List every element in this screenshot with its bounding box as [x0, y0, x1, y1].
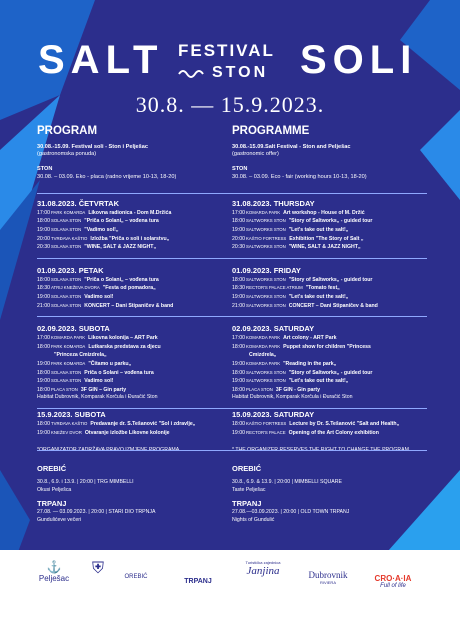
event-title: Lutkarska predstava za djecu	[88, 343, 161, 350]
event-time: 17:00	[37, 209, 50, 216]
schedule-row	[37, 302, 233, 311]
orebic-line: 30.8., 6.9. i 13.9. | 20:00 | TRG MIMBELLI	[37, 479, 134, 486]
event-title: Likovna radionica - Dom M.Držića	[88, 209, 172, 216]
schedule-row	[232, 209, 428, 218]
schedule-row	[232, 302, 428, 311]
shield-icon: ⛨	[91, 560, 104, 577]
schedule-row	[37, 243, 233, 252]
schedule-row	[37, 235, 233, 244]
orebic-logo-label: OREBIĆ	[124, 574, 148, 580]
orebic-logo	[118, 574, 154, 580]
event-title: "Story of Saltworks„ - guided tour	[288, 276, 373, 283]
event-time: 18:00	[232, 343, 245, 350]
event-location: RECTOR'S PALACE ATRIUM	[246, 285, 303, 291]
schedule-row	[37, 377, 233, 386]
trpanj-logo	[166, 578, 230, 585]
event-location: SOLANA STON	[51, 378, 82, 384]
event-time: 18:00	[232, 276, 245, 283]
schedule-row	[37, 293, 233, 302]
schedule-row	[232, 217, 428, 226]
divider	[37, 193, 427, 194]
schedule-row	[37, 276, 233, 285]
schedule-row	[37, 284, 233, 293]
croatia-logo	[366, 574, 420, 589]
event-title: 3F GIN – Gin party	[80, 386, 127, 393]
event-title: Puppet show for children "Princess	[283, 343, 371, 350]
event-location: KOMARDA PARK	[246, 360, 281, 366]
event-time: 19:00	[232, 293, 245, 300]
event-time: 18:30	[37, 285, 50, 292]
janjina-label: Janjina	[246, 565, 280, 577]
orebic-heading: OREBIĆ	[232, 464, 262, 474]
schedule-row	[232, 235, 428, 244]
event-time: 18:00	[37, 386, 50, 393]
schedule-row	[37, 420, 233, 429]
schedule-row	[37, 351, 233, 360]
ston-line: 30.08. – 03.09. Eco - fair (working hours 10-13, 18-20)	[232, 173, 367, 180]
event-location: SOLANA STON	[51, 218, 82, 224]
schedule-row	[37, 386, 233, 395]
event-location: PLACA STON	[51, 386, 78, 392]
intro-sub: (gastronomska ponuda)	[37, 151, 97, 158]
dubrovnik-logo	[300, 560, 356, 585]
dubrovnik-sub: RIVIERA	[319, 580, 336, 585]
trpanj-line: 27.08.—03.09.2023. | 20:00 | OLD TOWN TRPANJ	[232, 509, 350, 516]
event-title: CONCERT – Dani Stipaničev & band	[288, 302, 378, 309]
event-location: SALTWORKS STON	[246, 218, 286, 224]
event-title: Cmizdrela„	[249, 352, 277, 359]
festival-dates: 30.8. — 15.9.2023.	[135, 92, 325, 117]
program-english	[232, 124, 428, 524]
schedule-row	[232, 351, 428, 360]
event-title: "Let's take out the salt!„	[288, 378, 349, 385]
event-title: Izložba "Priča o soli i solarstvu„	[90, 235, 170, 242]
peljesac-label: Pelješac	[38, 574, 70, 583]
trpanj-event: Nights of Gundulić	[232, 516, 275, 523]
day-heading: 02.09.2023. SATURDAY	[232, 324, 315, 334]
coat-of-arms-logo	[88, 560, 108, 578]
event-time: 18:00	[232, 386, 245, 393]
ston-heading: STON	[37, 166, 53, 173]
day-heading: 31.08.2023. ČETVRTAK	[37, 198, 119, 208]
orebic-line: 30.8., 6.9. & 13.9. | 20:00 | MIMBELLI SQUARE	[232, 479, 342, 486]
event-title: "Vadimo sol!„	[84, 227, 119, 233]
divider	[37, 258, 427, 259]
event-title: Priča o Solani – vođena tura	[84, 369, 154, 376]
event-title: "Story of Saltworks„ - guided tour	[288, 369, 373, 376]
event-time: 17:00	[37, 335, 50, 342]
schedule-row	[232, 284, 428, 293]
event-location: KNEŽEV DVOR	[51, 429, 82, 435]
disclaimer: *ORGANIZATOR ZADRŽAVA PRAVO IZMJENE PROGRAMA.	[37, 447, 181, 454]
event-title: Art colony - ART Park	[283, 335, 337, 342]
event-time: 18:00	[37, 369, 50, 376]
schedule-row	[37, 360, 233, 369]
event-location: SALTWORKS STON	[246, 302, 286, 308]
croatia-sub: Full of life	[380, 583, 406, 589]
event-time: 20:00	[37, 235, 50, 242]
event-location: SALTWORKS STON	[246, 227, 286, 232]
event-time: 18:00	[232, 369, 245, 376]
event-time: 19:00	[37, 293, 50, 300]
schedule-row	[232, 243, 428, 252]
trpanj-heading: TRPANJ	[37, 499, 67, 509]
event-title: 3F GIN - Gin party	[275, 386, 321, 393]
event-location: SALTWORKS STON	[246, 293, 286, 299]
event-time: 19:00	[232, 378, 245, 385]
schedule-row	[37, 429, 233, 438]
event-title: "Tomato fest„	[305, 285, 340, 292]
event-time: 18:00	[37, 276, 50, 283]
event-location: KOMARDA PARK	[51, 335, 86, 341]
soli-logo: SOLI	[300, 38, 418, 82]
event-title: "Reading in the park„	[283, 360, 337, 367]
event-title: KONCERT – Dani Stipaničev & band	[84, 302, 174, 309]
event-location: KOMARDA PARK	[246, 343, 281, 349]
anchor-icon: ⚓	[46, 560, 62, 574]
event-location: SOLANA STON	[51, 227, 82, 232]
event-location: ATRIJ KNEŽEVA DVORA	[51, 285, 100, 291]
event-time: 19:00	[37, 429, 50, 436]
event-time: 18:00	[232, 420, 245, 427]
schedule-row	[37, 226, 233, 235]
day-heading: 02.09.2023. SUBOTA	[37, 324, 110, 334]
event-title: Vadimo sol!	[84, 378, 114, 385]
schedule-row	[232, 429, 428, 438]
event-location: SALTWORKS STON	[246, 369, 286, 375]
divider	[37, 408, 427, 409]
event-location: KOMARDA PARK	[246, 209, 281, 215]
event-time: 18:00	[232, 218, 245, 225]
event-location: SOLANA STON	[51, 276, 82, 282]
schedule-row	[232, 386, 428, 395]
event-location: SALTWORKS STON	[246, 244, 286, 250]
event-title: "Priča o Solani„ – vođena tura	[84, 218, 159, 225]
event-time: 18:30	[232, 285, 245, 292]
divider	[37, 450, 427, 451]
schedule-row	[232, 276, 428, 285]
event-title: "WINE, SALT & JAZZ NIGHT„	[84, 244, 157, 251]
schedule-row	[37, 209, 233, 218]
event-time: 18:00	[37, 218, 50, 225]
orebic-heading: OREBIĆ	[37, 464, 67, 474]
event-location: PARK KOMARDA	[51, 343, 86, 349]
trpanj-logo-label: TRPANJ	[184, 578, 212, 585]
event-title: "Princeza Cmizdrela„	[54, 352, 107, 359]
event-time: 19:00	[232, 429, 245, 436]
schedule-row	[37, 369, 233, 378]
event-location: PARK KOMARDA	[51, 209, 86, 215]
event-title: Opening of the Art Colony exhibition	[288, 429, 379, 436]
event-time: 18:00	[37, 420, 50, 427]
event-location: KAŠTIO FORTRESS	[246, 420, 287, 426]
schedule-row	[232, 293, 428, 302]
event-location: PARK KOMARDA	[51, 360, 86, 366]
event-location: SOLANA STON	[51, 369, 82, 375]
event-title: Predavanje dr. S.Tešanović "Sol i zdravlje„	[90, 420, 196, 427]
event-time: 20:00	[232, 235, 245, 242]
programme-title: PROGRAMME	[232, 125, 310, 137]
schedule-row	[232, 334, 428, 343]
event-title: "Let's take out the salt!„	[288, 293, 349, 300]
event-location: KOMARDA PARK	[246, 335, 281, 341]
program-title: PROGRAM	[37, 125, 98, 137]
ston-heading: STON	[232, 166, 248, 173]
event-title: Otvaranje izložbe Likovne kolonije	[84, 429, 170, 436]
event-title: Exhibition "The Story of Salt „	[289, 235, 364, 242]
event-time: 19:00	[232, 360, 245, 367]
orebic-event: Taste Pelješac	[232, 486, 266, 493]
janjina-top: Turistička zajednica	[245, 560, 281, 565]
event-title: Lecture by Dr. S.Tešanović "Salt and Health„	[289, 420, 400, 427]
event-location: TVRĐAVA KAŠTIO	[51, 420, 88, 426]
event-time: 19:00	[37, 360, 50, 367]
event-title: "Priča o Solani„ – vođena tura	[84, 276, 159, 283]
trpanj-heading: TRPANJ	[232, 499, 262, 509]
janjina-logo	[238, 560, 288, 577]
sponsor-line: Habitat Dubrovnik, Komparak Korčula i Đuračić Ston	[232, 394, 353, 401]
croatia-label: CRO·A·IA	[374, 574, 412, 583]
schedule-row	[232, 343, 428, 352]
event-time: 17:00	[232, 209, 245, 216]
schedule-row	[37, 343, 233, 352]
event-location: RECTOR'S PALACE	[246, 429, 286, 435]
sponsor-line: Habitat Dubrovnik, Komparak Korčula i Đuračić Ston	[37, 394, 158, 401]
sponsor-logos	[0, 560, 460, 610]
event-time: 21:00	[232, 302, 245, 309]
event-time: 19:00	[37, 378, 50, 385]
event-location: KAŠTIO FORTRESS	[246, 235, 287, 241]
wave-icon	[178, 66, 208, 80]
event-title: "Story of Saltworks„ - guided tour	[288, 218, 373, 225]
event-time: 21:00	[37, 302, 50, 309]
orebic-event: Okusi Pelješca	[37, 486, 72, 493]
event-title: Vadimo sol!	[84, 293, 114, 300]
event-location: SOLANA STON	[51, 302, 82, 308]
event-time: 20:30	[232, 244, 245, 251]
divider	[37, 316, 427, 317]
ston-label: STON	[212, 64, 269, 81]
event-time: 19:00	[232, 227, 245, 233]
event-location: SALTWORKS STON	[246, 378, 286, 384]
day-heading: 15.09.2023. SATURDAY	[232, 409, 315, 419]
event-title: "Let's take out the salt!„	[288, 227, 349, 233]
intro-line: 30.08.-15.09. Festival soli - Ston i Pelješac	[37, 144, 148, 150]
event-time: 18:00	[37, 343, 50, 350]
salt-logo: SALT	[38, 38, 164, 82]
event-location: SOLANA STON	[51, 293, 82, 299]
day-heading: 01.09.2023. FRIDAY	[232, 265, 301, 275]
program-croatian	[37, 124, 233, 524]
event-time: 19:00	[37, 227, 50, 233]
event-title: "WINE, SALT & JAZZ NIGHT„	[288, 244, 361, 251]
event-location: PLACA STON	[246, 386, 273, 392]
trpanj-line: 27.08. — 03.09.2023. | 20:00 | STARI DIO TRPNJA	[37, 509, 156, 516]
day-heading: 31.08.2023. THURSDAY	[232, 198, 315, 208]
event-title: "Festa od pomadora„	[102, 285, 156, 292]
intro-line: 30.08.-15.09.Salt Festival - Ston and Pelješac	[232, 144, 351, 150]
schedule-row	[37, 217, 233, 226]
peljesac-logo	[34, 560, 74, 583]
schedule-row	[232, 377, 428, 386]
event-title: Likovna kolonija – ART Park	[88, 335, 158, 342]
trpanj-event: Gundulićeve večeri	[37, 516, 82, 523]
event-title: Art workshop - House of M. Držić	[283, 209, 365, 216]
intro-sub: (gastronomic offer)	[232, 151, 279, 158]
schedule-row	[232, 226, 428, 235]
day-heading: 01.09.2023. PETAK	[37, 265, 104, 275]
schedule-row	[232, 420, 428, 429]
event-time: 20:30	[37, 244, 50, 251]
dubrovnik-label: Dubrovnik	[308, 570, 348, 580]
event-location: TVRĐAVA KAŠTIO	[51, 235, 88, 241]
event-location: SOLANA STON	[51, 244, 82, 250]
disclaimer: * THE ORGANIZER RESERVES THE RIGHT TO CHANGE THE PROGRAM.	[232, 447, 411, 454]
event-time: 17:00	[232, 335, 245, 342]
schedule-row	[37, 334, 233, 343]
festival-label: FESTIVAL	[178, 41, 275, 60]
schedule-row	[232, 369, 428, 378]
ston-line: 30.08. – 03.09. Eko - placa (radno vrijeme 10-13, 18-20)	[37, 173, 177, 180]
event-title: "Čitamo u parku„	[88, 360, 132, 367]
schedule-row	[232, 360, 428, 369]
day-heading: 15.9.2023. SUBOTA	[37, 409, 106, 419]
event-location: SALTWORKS STON	[246, 276, 286, 282]
